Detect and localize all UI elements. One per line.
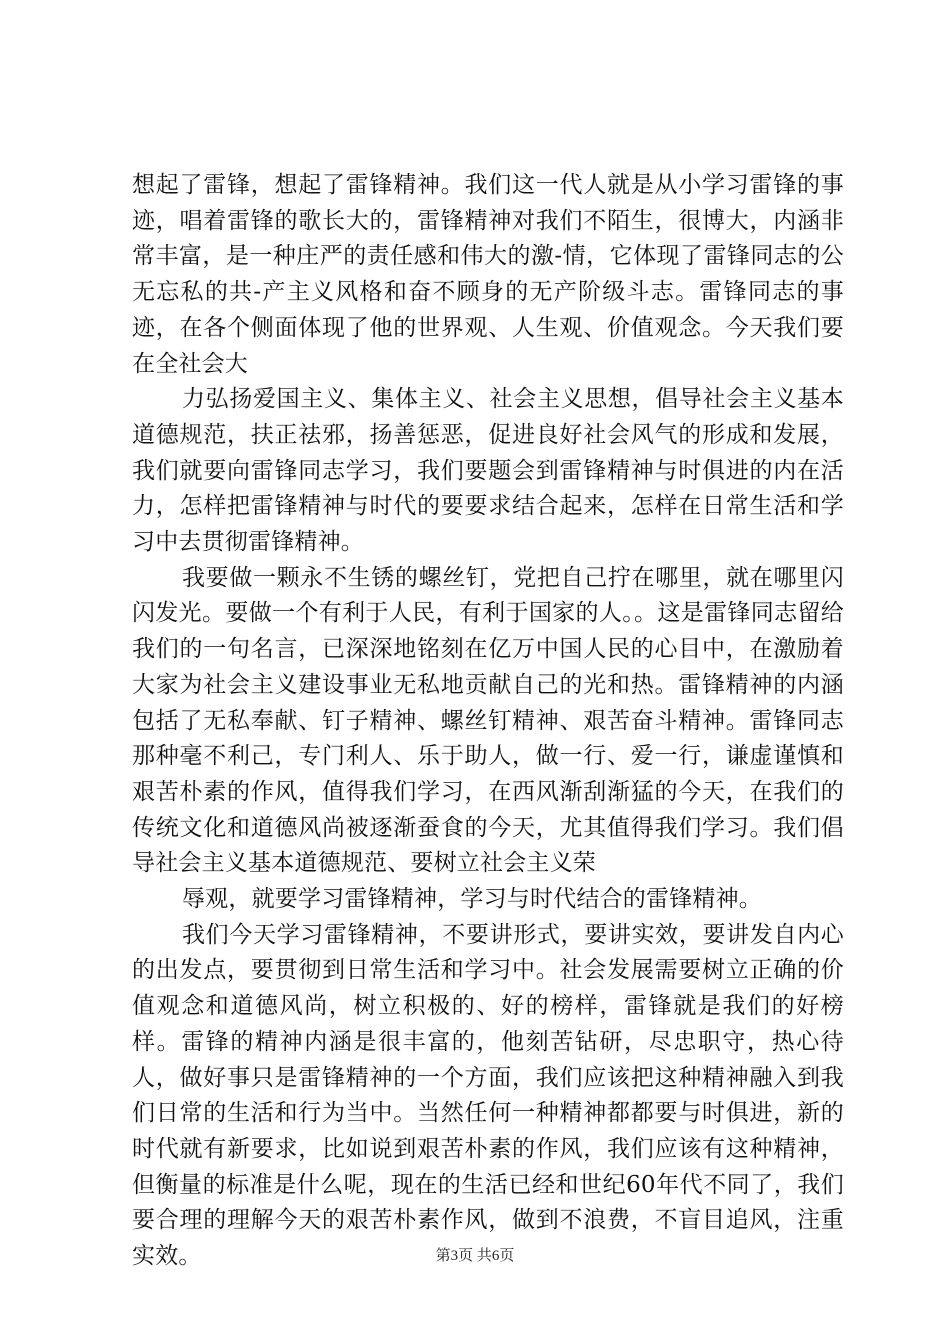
page-number-label: 第3页 共6页 — [435, 1248, 515, 1264]
paragraph-1: 想起了雷锋，想起了雷锋精神。我们这一代人就是从小学习雷锋的事迹，唱着雷锋的歌长大的，雷锋精神对我们不陌生，很博大，内涵非常丰富，是一种庄严的责任感和伟大的激-情，它体现了雷锋同志的公无忘私的共-产主义风格和奋不顾身的无产阶级斗志。雷锋同志的事迹，在各个侧面体现了他的世界观、人生观、价值观念。今天我们要在全社会大 — [132, 172, 844, 377]
page-footer — [0, 1244, 950, 1265]
document-body — [132, 168, 844, 1275]
paragraph-3: 我要做一颗永不生锈的螺丝钉，党把自己拧在哪里，就在哪里闪闪发光。要做一个有利于人民，有利于国家的人。。这是雷锋同志留给我们的一句名言，已深深地铭刻在亿万中国人民的心目中，在激励着大家为社会主义建设事业无私地贡献自己的光和热。雷锋精神的内涵包括了无私奉献、钉子精神、螺丝钉精神、艰苦奋斗精神。雷锋同志那种毫不利己，专门利人、乐于助人，做一行、爱一行，谦虚谨慎和艰苦朴素的作风，值得我们学习，在西风渐刮渐猛的今天，在我们的传统文化和道德风尚被逐渐蚕食的今天，尤其值得我们学习。我们倡导社会主义基本道德规范、要树立社会主义荣 — [132, 564, 844, 877]
paragraph-5: 我们今天学习雷锋精神，不要讲形式，要讲实效，要讲发自内心的出发点，要贯彻到日常生活和学习中。社会发展需要树立正确的价值观念和道德风尚，树立积极的、好的榜样，雷锋就是我们的好榜样。雷锋的精神内涵是很丰富的，他刻苦钻研，尽忠职守，热心待人，做好事只是雷锋精神的一个方面，我们应该把这种精神融入到我们日常的生活和行为当中。当然任何一种精神都都要与时俱进，新的时代就有新要求，比如说到艰苦朴素的作风，我们应该有这种精神，但衡量的标准是什么呢，现在的生活已经和世纪60年代不同了，我们要合理的理解今天的艰苦朴素作风，做到不浪费，不盲目追风，注重实效。 — [132, 921, 844, 1270]
paragraph-2: 力弘扬爱国主义、集体主义、社会主义思想，倡导社会主义基本道德规范，扶正祛邪，扬善惩恶，促进良好社会风气的形成和发展，我们就要向雷锋同志学习，我们要题会到雷锋精神与时俱进的内在活力，怎样把雷锋精神与时代的要要求结合起来，怎样在日常生活和学习中去贯彻雷锋精神。 — [132, 386, 844, 556]
paragraph-4: 辱观，就要学习雷锋精神，学习与时代结合的雷锋精神。 — [182, 886, 762, 913]
